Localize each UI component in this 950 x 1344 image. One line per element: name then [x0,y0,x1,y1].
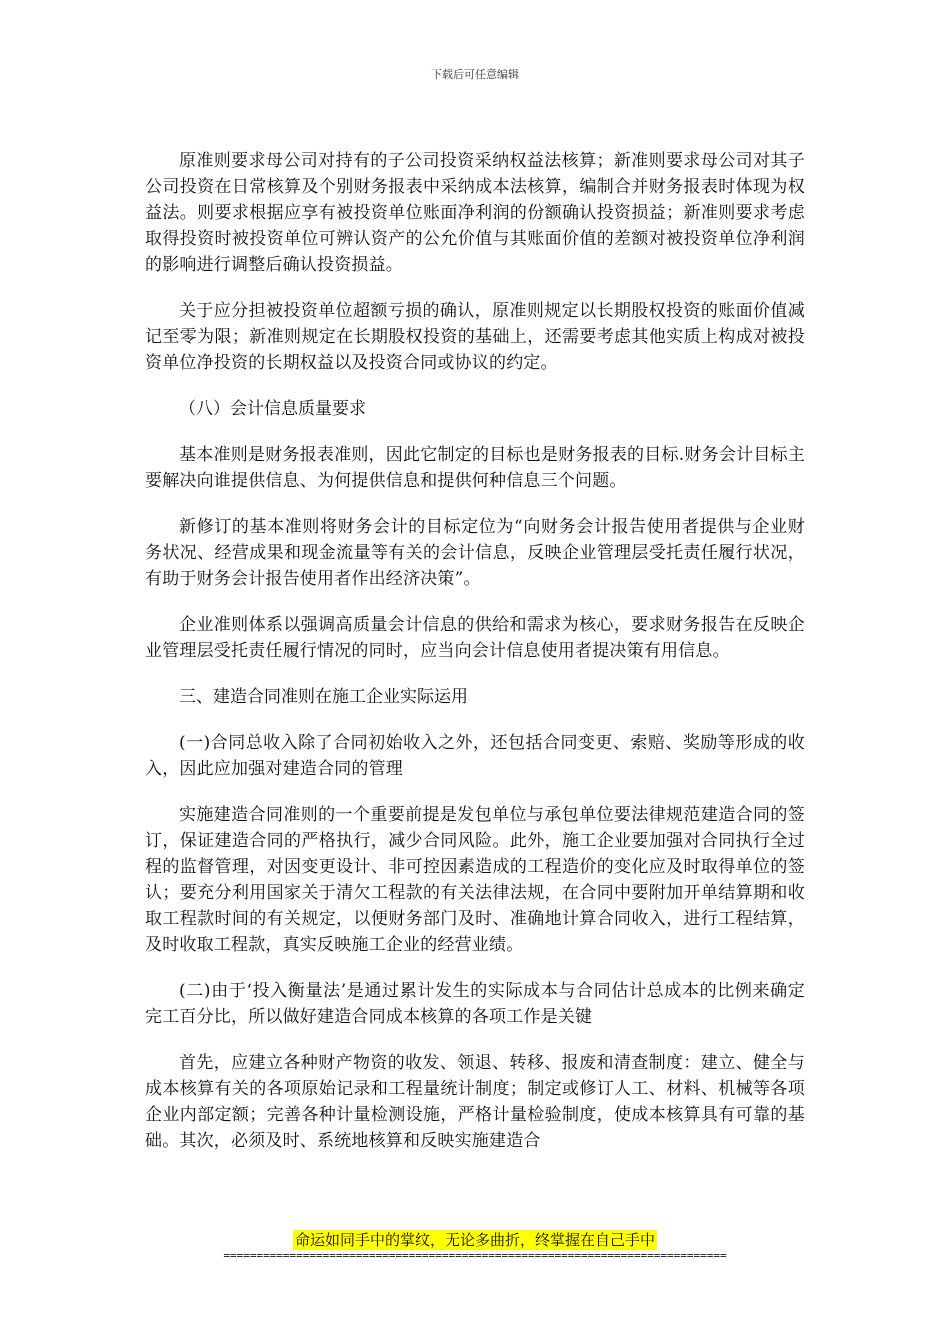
document-body [145,148,805,1174]
page-header-note: 下载后可任意编辑 [431,68,519,81]
paragraph: 新修订的基本准则将财务会计的目标定位为“向财务会计报告使用者提供与企业财务状况、经营成果和现金流量等有关的会计信息，反映企业管理层受托责任履行状况，有助于财务会计报告使用者作出经济决策”。 [145,517,805,589]
paragraph: 企业准则体系以强调高质量会计信息的供给和需求为核心，要求财务报告在反映企业管理层受托责任履行情况的同时，应当向会计信息使用者提决策有用信息。 [145,615,805,661]
footer-motto: 命运如同手中的掌纹，无论多曲折，终掌握在自己手中 [294,1231,655,1249]
section-heading: （八）会计信息质量要求 [179,399,366,419]
paragraph: 基本准则是财务报表准则，因此它制定的目标也是财务报表的目标.财务会计目标主要解决向谁提供信息、为何提供信息和提供何种信息三个问题。 [145,445,805,491]
section-heading: 三、建造合同准则在施工企业实际运用 [179,687,468,707]
paragraph: (一)合同总收入除了合同初始收入之外，还包括合同变更、索赔、奖励等形成的收入，因此应加强对建造合同的管理 [145,733,805,779]
paragraph: 首先，应建立各种财产物资的收发、领退、转移、报废和清查制度：建立、健全与成本核算有关的各项原始记录和工程量统计制度；制定或修订人工、材料、机械等各项企业内部定额；完善各种计量检测设施，严格计量检验制度，使成本核算具有可靠的基础。其次，必须及时、系统地核算和反映实施建造合 [145,1053,805,1151]
paragraph: 关于应分担被投资单位超额亏损的确认，原准则规定以长期股权投资的账面价值减记至零为限；新准则规定在长期股权投资的基础上，还需要考虑其他实质上构成对被投资单位净投资的长期权益以及投资合同或协议的约定。 [145,301,805,373]
paragraph: 原准则要求母公司对持有的子公司投资采纳权益法核算；新准则要求母公司对其子公司投资在日常核算及个别财务报表中采纳成本法核算，编制合并财务报表时体现为权益法。则要求根据应享有被投资单位账面净利润的份额确认投资损益；新准则要求考虑取得投资时被投资单位可辨认资产的公允价值与其账面价值的差额对被投资单位净利润的影响进行调整后确认投资损益。 [145,151,805,275]
paragraph: (二)由于‘投入衡量法’是通过累计发生的实际成本与合同估计总成本的比例来确定完工百分比，所以做好建造合同成本核算的各项工作是关键 [145,981,805,1027]
page-footer [0,1230,950,1262]
paragraph: 实施建造合同准则的一个重要前提是发包单位与承包单位要法律规范建造合同的签订，保证建造合同的严格执行，减少合同风险。此外，施工企业要加强对合同执行全过程的监督管理，对因变更设计、非可控因素造成的工程造价的变化应及时取得单位的签认；要充分利用国家关于清欠工程款的有关法律法规，在合同中要附加开单结算期和收取工程款时间的有关规定，以便财务部门及时、准确地计算合同收入，进行工程结算，及时收取工程款，真实反映施工企业的经营业绩。 [145,805,805,955]
footer-divider: ============================================================================ [223,1249,727,1262]
